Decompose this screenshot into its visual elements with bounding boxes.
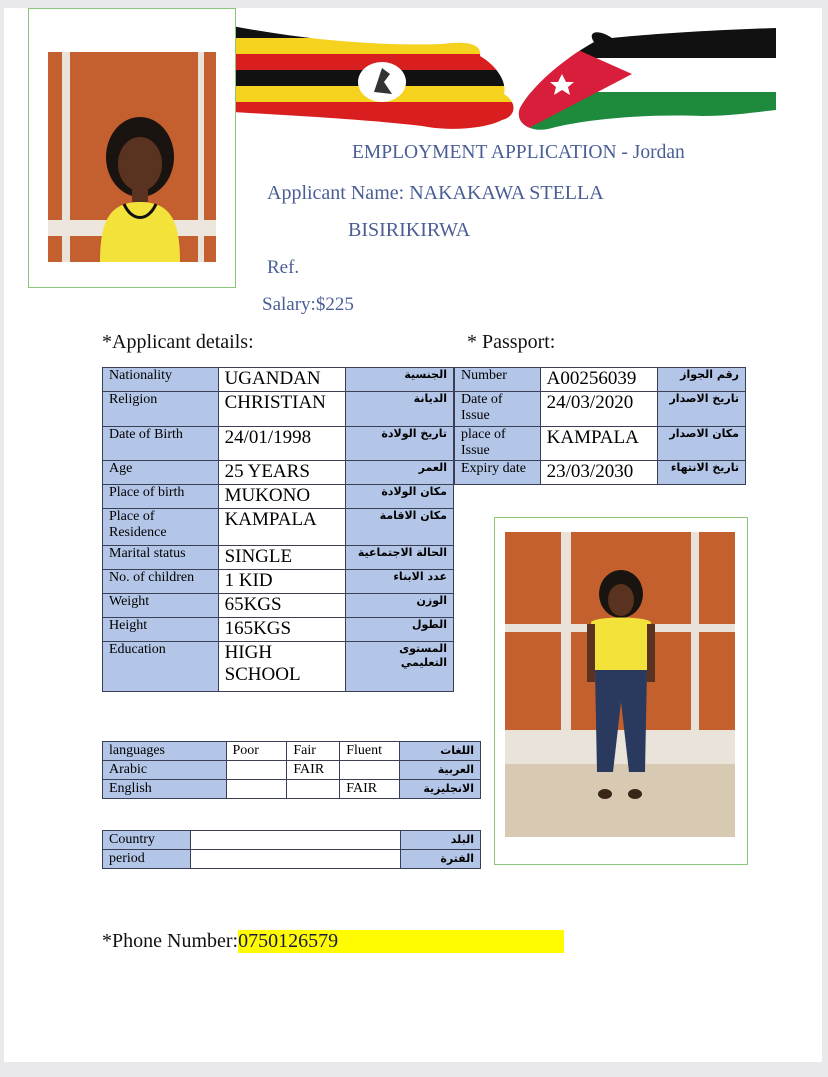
passport-label: Expiry date — [455, 461, 541, 485]
detail-arabic-label: العمر — [346, 461, 454, 485]
ref-label: Ref. — [267, 257, 300, 278]
language-cell: Poor — [226, 742, 287, 761]
table-row — [103, 594, 454, 618]
detail-label: Age — [103, 461, 219, 485]
detail-value: HIGH SCHOOL — [218, 642, 346, 692]
table-row — [103, 850, 481, 869]
table-row — [103, 546, 454, 570]
language-cell — [226, 780, 287, 799]
handshake-flags-illustration — [232, 16, 776, 142]
full-body-photo — [505, 532, 735, 837]
table-row — [103, 461, 454, 485]
detail-label: No. of children — [103, 570, 219, 594]
table-row — [103, 831, 481, 850]
detail-value: 24/01/1998 — [218, 427, 346, 461]
table-row — [103, 392, 454, 427]
language-cell: FAIR — [340, 780, 400, 799]
detail-value: SINGLE — [218, 546, 346, 570]
detail-arabic-label: الديانة — [346, 392, 454, 427]
table-row — [455, 461, 746, 485]
language-cell: FAIR — [287, 761, 340, 780]
table-row — [103, 509, 454, 546]
language-arabic-label: الانجليزية — [400, 780, 481, 799]
applicant-name-line2: BISIRIKIRWA — [348, 219, 471, 241]
passport-heading: * Passport: — [467, 331, 556, 353]
table-row — [103, 485, 454, 509]
phone-label: *Phone Number: — [102, 930, 239, 952]
detail-value: MUKONO — [218, 485, 346, 509]
detail-label: Date of Birth — [103, 427, 219, 461]
language-cell: Arabic — [103, 761, 227, 780]
detail-value: CHRISTIAN — [218, 392, 346, 427]
detail-value: 65KGS — [218, 594, 346, 618]
detail-arabic-label: الحالة الاجتماعية — [346, 546, 454, 570]
table-row — [103, 642, 454, 692]
table-row — [455, 368, 746, 392]
experience-cell: period — [103, 850, 191, 869]
detail-arabic-label: الجنسية — [346, 368, 454, 392]
applicant-details-heading: *Applicant details: — [102, 331, 254, 353]
language-cell: Fair — [287, 742, 340, 761]
passport-label: place of Issue — [455, 427, 541, 461]
passport-value: 23/03/2030 — [540, 461, 658, 485]
salary: Salary:$225 — [262, 294, 354, 315]
experience-arabic-label: البلد — [401, 831, 481, 850]
languages-header-row — [103, 742, 481, 761]
detail-label: Education — [103, 642, 219, 692]
detail-label: Marital status — [103, 546, 219, 570]
detail-label: Place of birth — [103, 485, 219, 509]
language-arabic-label: العربية — [400, 761, 481, 780]
table-row — [103, 761, 481, 780]
table-row — [455, 392, 746, 427]
detail-arabic-label: الطول — [346, 618, 454, 642]
passport-value: 24/03/2020 — [540, 392, 658, 427]
passport-arabic-label: تاريخ الانتهاء — [658, 461, 746, 485]
language-cell — [226, 761, 287, 780]
passport-value: A00256039 — [540, 368, 658, 392]
table-row — [103, 780, 481, 799]
detail-arabic-label: مكان الاقامة — [346, 509, 454, 546]
phone-value: 0750126579 — [238, 930, 564, 953]
applicant-name-value: NAKAKAWA STELLA — [409, 182, 604, 204]
applicant-details-table — [102, 367, 454, 692]
table-row — [103, 618, 454, 642]
passport-value: KAMPALA — [540, 427, 658, 461]
passport-label: Date of Issue — [455, 392, 541, 427]
language-cell — [340, 761, 400, 780]
phone-number-row — [102, 930, 564, 953]
detail-label: Weight — [103, 594, 219, 618]
table-row — [103, 368, 454, 392]
language-cell: languages — [103, 742, 227, 761]
table-row — [103, 427, 454, 461]
passport-arabic-label: مكان الاصدار — [658, 427, 746, 461]
passport-table — [454, 367, 746, 485]
detail-arabic-label: تاريخ الولادة — [346, 427, 454, 461]
detail-label: Place of Residence — [103, 509, 219, 546]
detail-label: Height — [103, 618, 219, 642]
applicant-name-line1 — [267, 182, 604, 205]
experience-cell — [190, 831, 400, 850]
detail-arabic-label: المستوى التعليمي — [346, 642, 454, 692]
experience-cell — [190, 850, 400, 869]
detail-arabic-label: الوزن — [346, 594, 454, 618]
experience-table — [102, 830, 481, 869]
passport-arabic-label: رقم الجواز — [658, 368, 746, 392]
applicant-name-label: Applicant Name: — [267, 182, 405, 204]
detail-value: UGANDAN — [218, 368, 346, 392]
detail-arabic-label: مكان الولادة — [346, 485, 454, 509]
passport-arabic-label: تاريخ الاصدار — [658, 392, 746, 427]
portrait-photo — [48, 52, 216, 262]
passport-label: Number — [455, 368, 541, 392]
document-page — [4, 8, 822, 1062]
language-cell: English — [103, 780, 227, 799]
detail-value: 165KGS — [218, 618, 346, 642]
language-cell: Fluent — [340, 742, 400, 761]
table-row — [103, 570, 454, 594]
page-title: EMPLOYMENT APPLICATION - Jordan — [352, 142, 685, 163]
detail-value: 1 KID — [218, 570, 346, 594]
experience-cell: Country — [103, 831, 191, 850]
languages-table — [102, 741, 481, 799]
experience-arabic-label: الفترة — [401, 850, 481, 869]
detail-arabic-label: عدد الابناء — [346, 570, 454, 594]
handshake-flags-banner — [232, 16, 776, 142]
table-row — [455, 427, 746, 461]
detail-label: Nationality — [103, 368, 219, 392]
detail-label: Religion — [103, 392, 219, 427]
language-cell — [287, 780, 340, 799]
detail-value: KAMPALA — [218, 509, 346, 546]
language-arabic-label: اللغات — [400, 742, 481, 761]
detail-value: 25 YEARS — [218, 461, 346, 485]
